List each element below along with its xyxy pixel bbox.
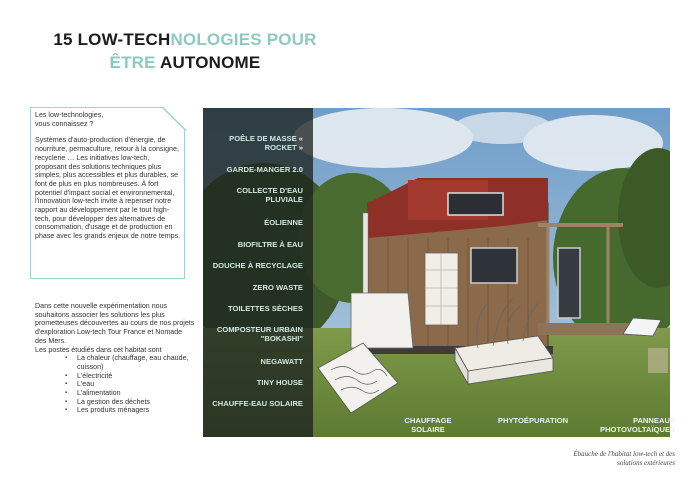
label-garde-manger: GARDE-MANGER 2.0	[226, 165, 303, 174]
label-composteur: COMPOSTEUR URBAIN "BOKASHI"	[216, 325, 303, 343]
title-line-2: ÊTRE AUTONOME	[109, 53, 261, 72]
list-item: ▪ Les produits ménagers	[65, 406, 195, 415]
experiment-list	[65, 354, 195, 415]
page-title	[0, 28, 370, 74]
label-negawatt: NEGAWATT	[260, 357, 303, 366]
experiment-section	[35, 302, 195, 415]
label-poele: POÊLE DE MASSE « ROCKET »	[229, 134, 303, 152]
label-chauffage-solaire: CHAUFFAGE SOLAIRE	[404, 416, 452, 434]
intro-text	[35, 111, 181, 249]
list-item: ▪ L'alimentation	[65, 389, 195, 398]
list-item: ▪ L'électricité	[65, 372, 195, 381]
solutions-label-column	[203, 108, 307, 437]
label-collecte-eau: COLLECTE D'EAU PLUVIALE	[236, 186, 303, 204]
intro-body: Systèmes d'auto-production d'énergie, de nourriture, permaculture, retour à la consigne, recyclerie … Les initiatives low-tech, proposant des solutions techniques plus simples, plus accessibles et plus durables, se font de plus en plus nombreuses. À fort potentiel d'impact social et environnemental, l'innovation low-tech invite à repenser notre rapport au développement par le tout high-tech, pour développer des alternatives de consommation, d'usage et de production en phase avec les grands enjeux de notre temps.	[35, 136, 181, 241]
list-item: ▪ L'eau	[65, 380, 195, 389]
label-toilettes: TOILETTES SÈCHES	[228, 304, 303, 313]
list-item: ▪ La gestion des déchets	[65, 398, 195, 407]
list-item: ▪ La chaleur (chauffage, eau chaude, cuisson)	[65, 354, 195, 371]
label-chauffe-eau: CHAUFFE-EAU SOLAIRE	[212, 399, 303, 408]
label-douche: DOUCHE À RECYCLAGE	[212, 261, 303, 270]
label-eolienne: ÉOLIENNE	[264, 218, 303, 227]
figure-caption: Ébauche de l'habitat low-tech et des solutions extérieures	[573, 450, 675, 467]
label-tiny-house: TINY HOUSE	[256, 378, 303, 387]
label-phytoepuration: PHYTOÉPURATION	[497, 416, 569, 425]
intro-question: Les low-technologies, vous connaissez ?	[35, 111, 104, 128]
experiment-list-intro: Les postes étudiés dans cet habitat sont	[35, 345, 162, 354]
label-zero-waste: ZERO WASTE	[252, 283, 303, 292]
experiment-body: Dans cette nouvelle expérimentation nous souhaitons associer les solutions les plus prometteuses découvertes au cours de nos projets d'exploration Low-tech Tour France et Nomade des Mers.	[35, 302, 195, 345]
title-line-1: 15 LOW-TECHNOLOGIES POUR	[53, 30, 317, 49]
label-biofiltre: BIOFILTRE À EAU	[237, 240, 303, 249]
label-panneaux-pv: PANNEAUX PHOTOVOLTAÏQUES	[600, 416, 676, 434]
